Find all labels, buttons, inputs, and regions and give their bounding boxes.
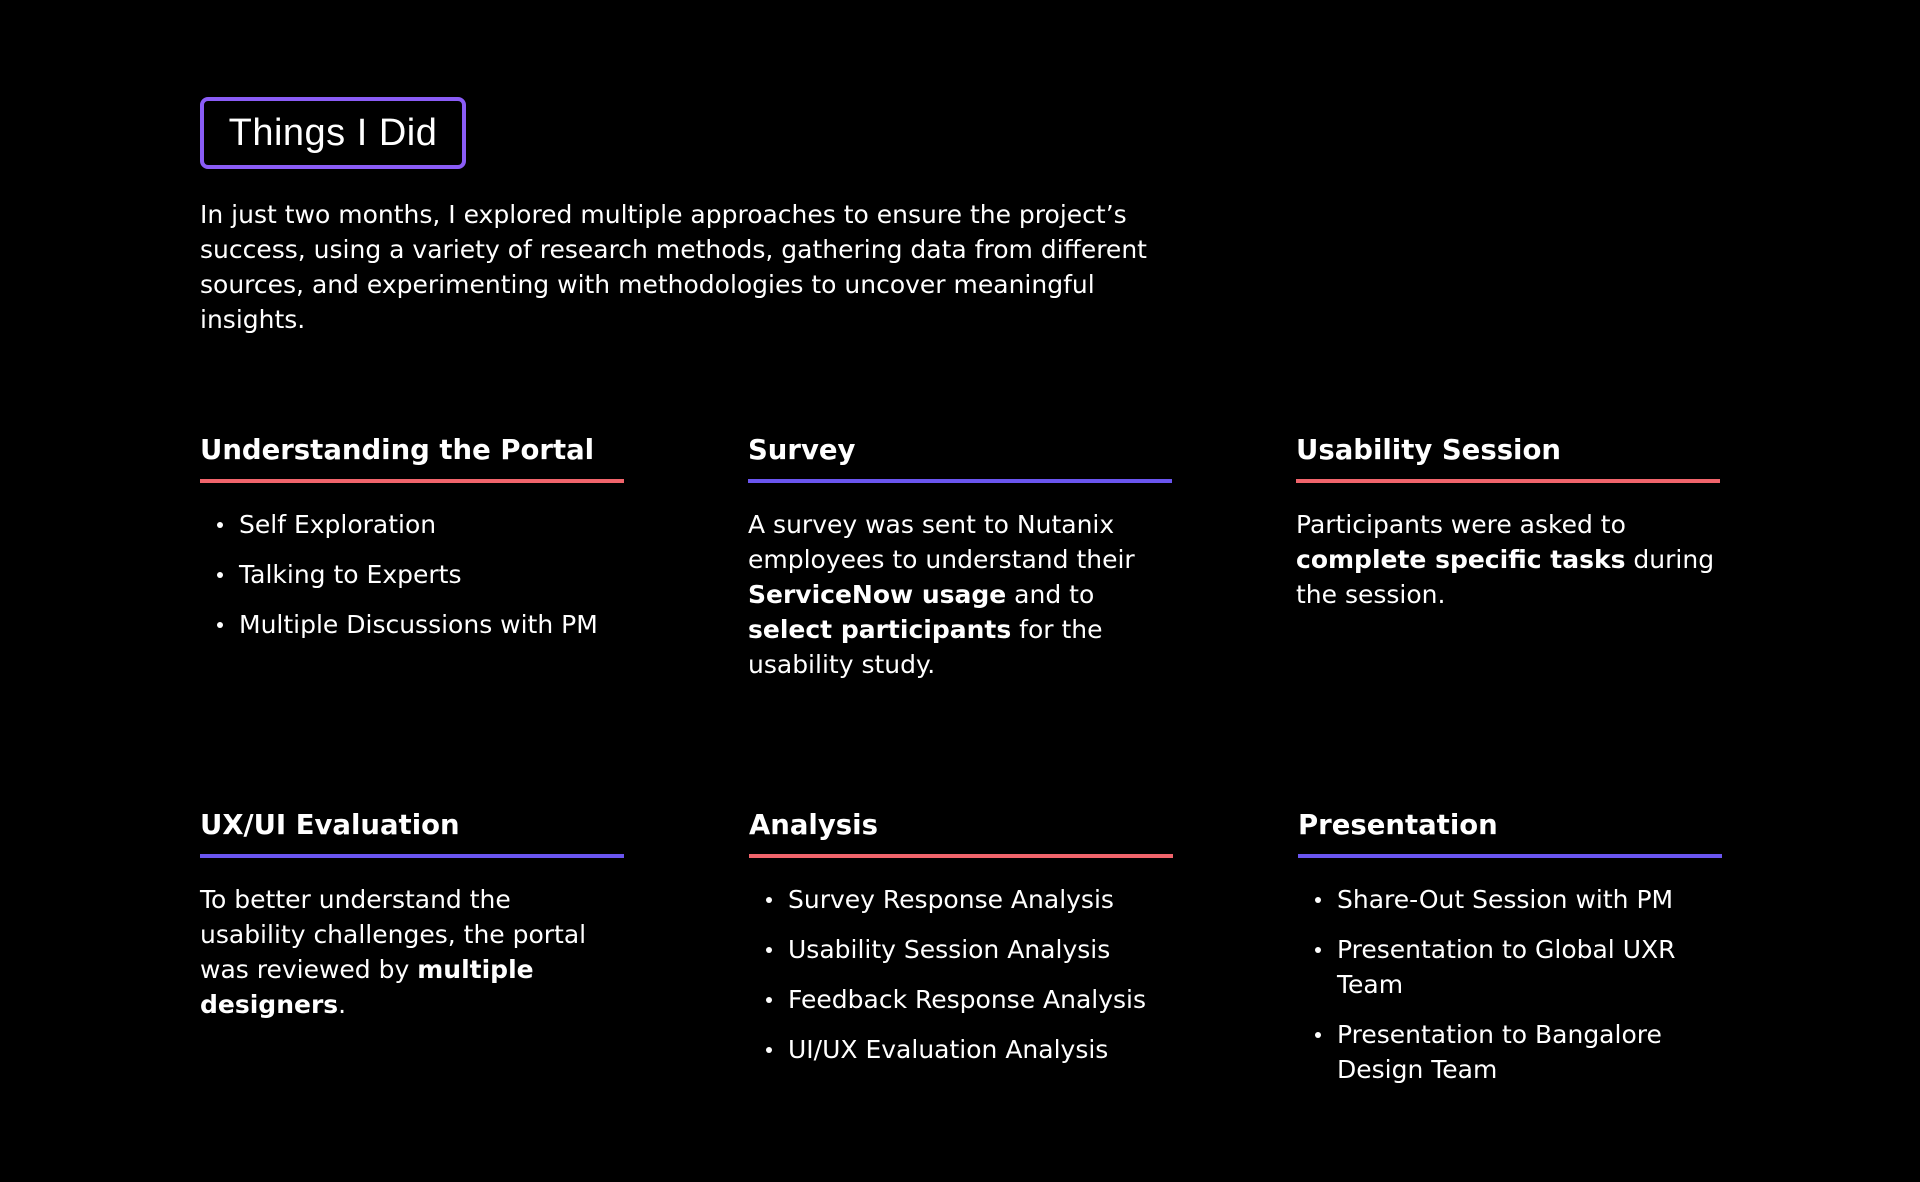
bullet-list [200, 507, 624, 642]
card-divider [200, 479, 624, 483]
text-segment: A survey was sent to Nutanix employees to understand their [748, 510, 1135, 574]
text-segment: for the usability study. [748, 615, 1103, 679]
text-segment: Participants were asked to [1296, 510, 1626, 539]
card-title: UX/UI Evaluation [200, 809, 460, 841]
text-segment: To better understand the usability challenges, the portal was reviewed by [200, 885, 587, 984]
card-divider [749, 854, 1173, 858]
card-divider [1298, 854, 1722, 858]
card-title: Survey [748, 434, 856, 466]
card-divider [200, 854, 624, 858]
bold-text: select participants [748, 615, 1012, 644]
page-title: Things I Did [228, 111, 438, 154]
bold-text: multiple designers [200, 955, 534, 1019]
text-segment: and to [1006, 580, 1095, 609]
text-segment: during the session. [1296, 545, 1715, 609]
list-item: Feedback Response Analysis [749, 982, 1173, 1017]
card-title: Usability Session [1296, 434, 1561, 466]
list-item: UI/UX Evaluation Analysis [749, 1032, 1173, 1067]
card-title: Presentation [1298, 809, 1498, 841]
list-item: Multiple Discussions with PM [200, 607, 624, 642]
list-item: Presentation to Global UXR Team [1298, 932, 1697, 1002]
text-segment: . [338, 990, 347, 1019]
card-title: Analysis [749, 809, 878, 841]
bold-text: complete specific tasks [1296, 545, 1626, 574]
card-analysis [749, 805, 1173, 1082]
card-understanding-portal [200, 430, 624, 657]
card-description [748, 507, 1172, 682]
list-item: Self Exploration [200, 507, 624, 542]
bullet-list [1298, 882, 1722, 1087]
card-divider [1296, 479, 1720, 483]
list-item: Usability Session Analysis [749, 932, 1173, 967]
list-item: Presentation to Bangalore Design Team [1298, 1017, 1697, 1087]
card-survey [748, 430, 1172, 682]
list-item: Talking to Experts [200, 557, 624, 592]
bullet-list [749, 882, 1173, 1067]
card-description [200, 882, 624, 1022]
card-divider [748, 479, 1172, 483]
list-item: Survey Response Analysis [749, 882, 1173, 917]
card-presentation [1298, 805, 1722, 1102]
list-item: Share-Out Session with PM [1298, 882, 1722, 917]
card-usability-session [1296, 430, 1720, 612]
page-title-box [200, 97, 466, 169]
intro-paragraph: In just two months, I explored multiple approaches to ensure the project’s success, using a variety of research methods, gathering data from different sources, and experimenting with methodologies to uncover meaningful insights. [200, 200, 1147, 334]
card-description [1296, 507, 1720, 612]
bold-text: ServiceNow usage [748, 580, 1007, 609]
card-title: Understanding the Portal [200, 434, 595, 466]
card-ux-ui-evaluation [200, 805, 624, 1022]
